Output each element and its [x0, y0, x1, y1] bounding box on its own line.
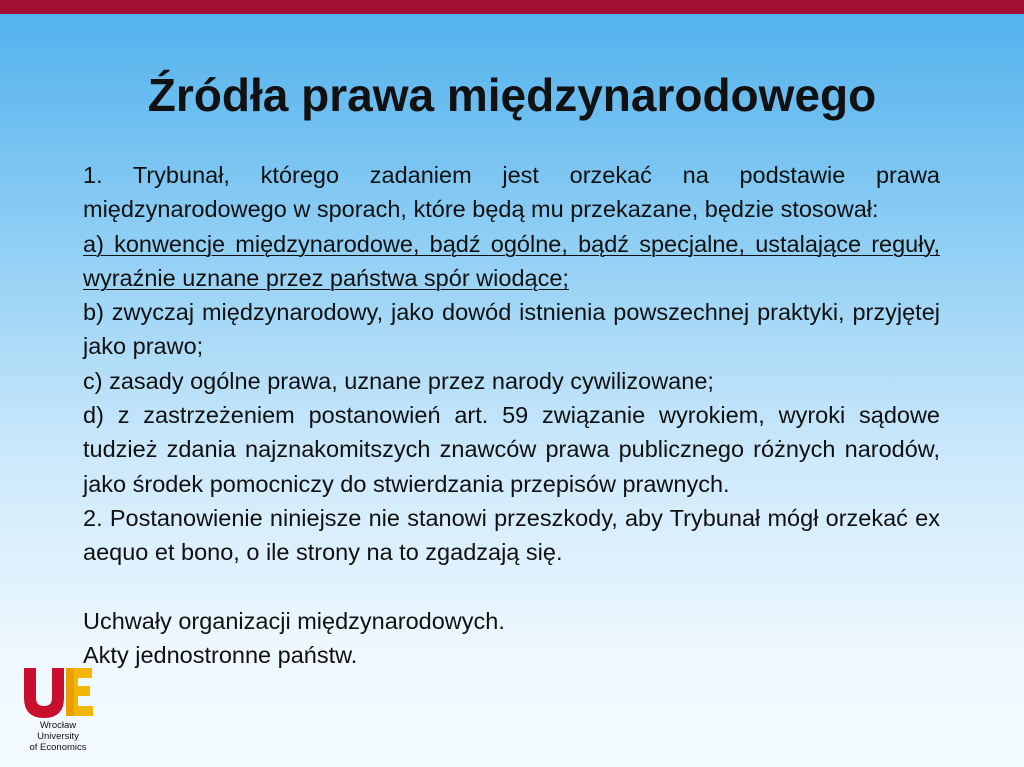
paragraph-2: 2. Postanowienie niniejsze nie stanowi przeszkody, aby Trybunał mógł orzekać ex aequo et bono, o ile strony na to zgadzają się. [83, 504, 940, 566]
university-logo [18, 664, 98, 764]
paragraph-d: d) z zastrzeżeniem postanowień art. 59 związanie wyrokiem, wyroki sądowe tudzież zdania najznakomitszych znawców prawa publicznego różnych narodów, jako środek pomocniczy do stwierdzania przepisów prawnych. [83, 402, 940, 497]
ue-logo-icon [18, 664, 98, 720]
top-accent-bar [0, 0, 1024, 14]
extra-line-1: Uchwały organizacji międzynarodowych. [83, 607, 505, 634]
logo-line-2: University [37, 731, 79, 742]
logo-line-1: Wrocław [39, 720, 77, 731]
paragraph-c: c) zasady ogólne prawa, uznane przez narody cywilizowane; [83, 367, 714, 394]
extra-line-2: Akty jednostronne państw. [83, 641, 358, 668]
paragraph-1: 1. Trybunał, którego zadaniem jest orzekać na podstawie prawa międzynarodowego w sporach, które będą mu przekazane, będzie stosował: [83, 162, 940, 223]
slide-title: Źródła prawa międzynarodowego [147, 69, 877, 121]
paragraph-a: a) konwencje międzynarodowe, bądź ogólne, bądź specjalne, ustalające reguły, wyraźnie uznane przez państwa spór wiodące; [83, 230, 940, 291]
slide-body [83, 158, 940, 672]
spacer [83, 570, 940, 604]
logo-line-3: of Economics [29, 742, 87, 753]
paragraph-b: b) zwyczaj międzynarodowy, jako dowód istnienia powszechnej praktyki, przyjętej jako prawo; [83, 299, 940, 360]
logo-caption [18, 720, 98, 753]
